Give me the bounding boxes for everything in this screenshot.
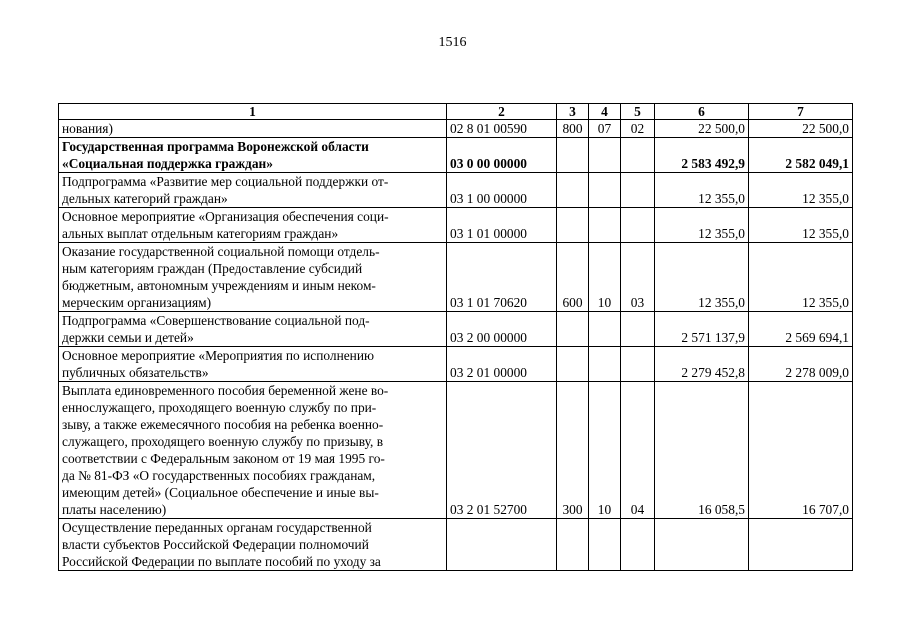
- row-rz-cell: [589, 173, 621, 208]
- row-rz-cell: [589, 208, 621, 243]
- row-name-line: Подпрограмма «Совершенствование социальной под-: [62, 313, 370, 328]
- row-pr-cell: [621, 519, 655, 571]
- row-name-line: еннослужащего, проходящего военную службу по при-: [62, 400, 377, 415]
- row-name-line: Подпрограмма «Развитие мер социальной поддержки от-: [62, 174, 389, 189]
- row-pr-cell: [621, 312, 655, 347]
- row-name-line: публичных обязательств»: [62, 365, 209, 380]
- header-row: [59, 104, 853, 120]
- row-pr-cell: 04: [621, 382, 655, 519]
- row-pr-cell: [621, 347, 655, 382]
- row-vr-cell: [557, 173, 589, 208]
- column-header: 1: [59, 104, 447, 120]
- row-name-line: Российской Федерации по выплате пособий по уходу за: [62, 554, 381, 569]
- row-name-line: альных выплат отдельным категориям граждан»: [62, 226, 339, 241]
- row-vr-cell: 300: [557, 382, 589, 519]
- row-amount-2-cell: 12 355,0: [749, 208, 853, 243]
- row-vr-cell: [557, 519, 589, 571]
- row-name-line: власти субъектов Российской Федерации полномочий: [62, 537, 369, 552]
- row-name-cell: [59, 382, 447, 519]
- row-name-line: Оказание государственной социальной помощи отдель-: [62, 244, 380, 259]
- row-name-cell: [59, 208, 447, 243]
- row-amount-2-cell: [749, 519, 853, 571]
- table-row: [59, 208, 853, 243]
- column-header: 7: [749, 104, 853, 120]
- row-code-cell: 03 1 01 70620: [447, 243, 557, 312]
- row-name-cell: [59, 173, 447, 208]
- row-name-cell: [59, 138, 447, 173]
- row-amount-1-cell: 12 355,0: [655, 173, 749, 208]
- row-name-cell: [59, 347, 447, 382]
- table-row: [59, 347, 853, 382]
- column-header: 3: [557, 104, 589, 120]
- row-vr-cell: [557, 312, 589, 347]
- row-name-line: Выплата единовременного пособия беременной жене во-: [62, 383, 389, 398]
- table-row: [59, 138, 853, 173]
- row-code-cell: 03 1 00 00000: [447, 173, 557, 208]
- budget-table: [58, 103, 853, 571]
- column-header: 6: [655, 104, 749, 120]
- row-pr-cell: [621, 173, 655, 208]
- row-amount-1-cell: 16 058,5: [655, 382, 749, 519]
- table-body: [59, 120, 853, 571]
- row-name-line: нования): [62, 121, 113, 136]
- row-name-cell: [59, 120, 447, 138]
- row-amount-2-cell: 2 278 009,0: [749, 347, 853, 382]
- row-name-line: «Социальная поддержка граждан»: [62, 156, 273, 171]
- row-name-line: да № 81-ФЗ «О государственных пособиях гражданам,: [62, 468, 376, 483]
- row-pr-cell: 02: [621, 120, 655, 138]
- row-code-cell: 03 0 00 00000: [447, 138, 557, 173]
- row-amount-1-cell: 2 571 137,9: [655, 312, 749, 347]
- table-row: [59, 312, 853, 347]
- row-amount-1-cell: [655, 519, 749, 571]
- row-amount-1-cell: 2 583 492,9: [655, 138, 749, 173]
- row-amount-2-cell: 2 582 049,1: [749, 138, 853, 173]
- row-name-line: соответствии с Федеральным законом от 19 мая 1995 го-: [62, 451, 385, 466]
- row-name-line: мерческим организациям): [62, 295, 212, 310]
- row-amount-1-cell: 12 355,0: [655, 208, 749, 243]
- row-name-line: служащего, проходящего военную службу по призыву, в: [62, 434, 384, 449]
- row-amount-2-cell: 22 500,0: [749, 120, 853, 138]
- column-header: 4: [589, 104, 621, 120]
- row-pr-cell: 03: [621, 243, 655, 312]
- row-name-line: ным категориям граждан (Предоставление субсидий: [62, 261, 363, 276]
- row-name-line: зыву, а также ежемесячного пособия на ребенка военно-: [62, 417, 384, 432]
- row-vr-cell: 600: [557, 243, 589, 312]
- row-name-cell: [59, 312, 447, 347]
- row-amount-1-cell: 12 355,0: [655, 243, 749, 312]
- row-pr-cell: [621, 208, 655, 243]
- table-row: [59, 243, 853, 312]
- row-name-line: Осуществление переданных органам государственной: [62, 520, 372, 535]
- row-name-line: держки семьи и детей»: [62, 330, 194, 345]
- row-vr-cell: [557, 208, 589, 243]
- row-rz-cell: 10: [589, 243, 621, 312]
- row-rz-cell: [589, 312, 621, 347]
- column-header: 5: [621, 104, 655, 120]
- row-vr-cell: 800: [557, 120, 589, 138]
- table-row: [59, 519, 853, 571]
- row-rz-cell: [589, 347, 621, 382]
- row-amount-2-cell: 16 707,0: [749, 382, 853, 519]
- row-name-line: Основное мероприятие «Мероприятия по исполнению: [62, 348, 375, 363]
- row-rz-cell: [589, 519, 621, 571]
- row-name-line: Государственная программа Воронежской области: [62, 139, 369, 154]
- row-rz-cell: 07: [589, 120, 621, 138]
- row-name-cell: [59, 519, 447, 571]
- row-rz-cell: 10: [589, 382, 621, 519]
- row-amount-1-cell: 2 279 452,8: [655, 347, 749, 382]
- row-rz-cell: [589, 138, 621, 173]
- row-vr-cell: [557, 347, 589, 382]
- row-name-line: Основное мероприятие «Организация обеспечения соци-: [62, 209, 389, 224]
- table-row: [59, 173, 853, 208]
- table-row: [59, 382, 853, 519]
- table-row: [59, 120, 853, 138]
- column-header: 2: [447, 104, 557, 120]
- page-number: 1516: [438, 35, 467, 50]
- row-amount-2-cell: 12 355,0: [749, 243, 853, 312]
- row-code-cell: 03 2 00 00000: [447, 312, 557, 347]
- row-amount-2-cell: 12 355,0: [749, 173, 853, 208]
- row-name-line: платы населению): [62, 502, 167, 517]
- row-vr-cell: [557, 138, 589, 173]
- row-name-line: имеющим детей» (Социальное обеспечение и иные вы-: [62, 485, 379, 500]
- row-code-cell: 02 8 01 00590: [447, 120, 557, 138]
- row-name-line: бюджетным, автономным учреждениям и иным неком-: [62, 278, 376, 293]
- row-name-line: дельных категорий граждан»: [62, 191, 228, 206]
- row-pr-cell: [621, 138, 655, 173]
- row-code-cell: 03 1 01 00000: [447, 208, 557, 243]
- row-code-cell: [447, 519, 557, 571]
- row-code-cell: 03 2 01 52700: [447, 382, 557, 519]
- row-name-cell: [59, 243, 447, 312]
- row-code-cell: 03 2 01 00000: [447, 347, 557, 382]
- row-amount-2-cell: 2 569 694,1: [749, 312, 853, 347]
- row-amount-1-cell: 22 500,0: [655, 120, 749, 138]
